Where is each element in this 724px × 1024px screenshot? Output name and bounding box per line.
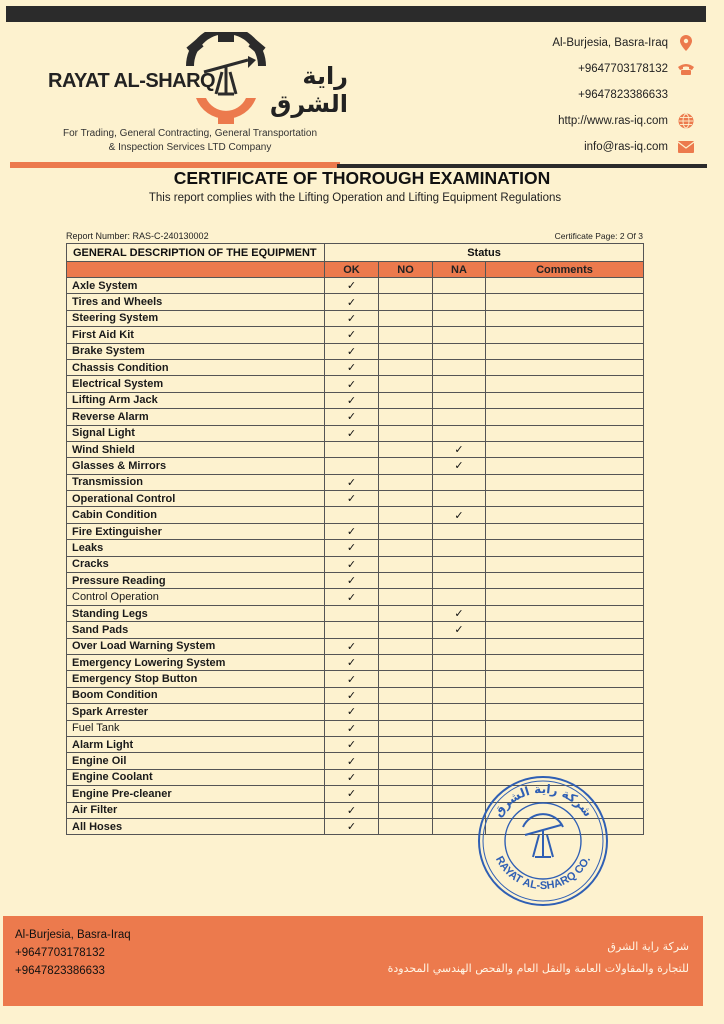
table-row [67, 540, 644, 556]
status-cell-na [433, 589, 486, 605]
table-row [67, 507, 644, 523]
checkmark-icon: ✓ [346, 575, 357, 588]
location-pin-icon [676, 35, 696, 51]
table-row [67, 753, 644, 769]
status-cell-no [379, 671, 433, 687]
col-header-comments: Comments [486, 262, 644, 278]
checkmark-icon: ✓ [346, 706, 357, 719]
status-cell-ok [325, 425, 379, 441]
status-cell-no [379, 376, 433, 392]
comments-cell [486, 556, 644, 572]
table-row [67, 671, 644, 687]
checkmark-icon: ✓ [346, 329, 357, 342]
contact-address [552, 30, 696, 56]
table-row [67, 327, 644, 343]
status-cell-na [433, 605, 486, 621]
status-cell-ok [325, 540, 379, 556]
checkmark-icon: ✓ [346, 673, 357, 686]
status-cell-ok [325, 671, 379, 687]
checkmark-icon: ✓ [346, 640, 357, 653]
status-cell-no [379, 720, 433, 736]
envelope-icon [676, 141, 696, 153]
equipment-item-name: Fire Extinguisher [67, 523, 325, 539]
table-row [67, 474, 644, 490]
email-link[interactable]: info@ras-iq.com [584, 141, 668, 153]
status-cell-ok [325, 327, 379, 343]
status-cell-ok [325, 474, 379, 490]
status-cell-ok [325, 736, 379, 752]
table-row [67, 605, 644, 621]
status-cell-no [379, 425, 433, 441]
blank-header-cell [67, 262, 325, 278]
checkmark-icon: ✓ [346, 689, 357, 702]
comments-cell [486, 458, 644, 474]
status-cell-ok [325, 310, 379, 326]
status-cell-ok [325, 409, 379, 425]
status-cell-no [379, 343, 433, 359]
status-cell-ok [325, 491, 379, 507]
contact-website [552, 108, 696, 134]
status-cell-ok [325, 359, 379, 375]
status-cell-no [379, 573, 433, 589]
checkmark-icon: ✓ [454, 509, 464, 522]
footer-company-arabic: شركة راية الشرق [607, 940, 689, 953]
checkmark-icon: ✓ [346, 755, 357, 768]
checkmark-icon: ✓ [346, 362, 357, 375]
equipment-item-name: Over Load Warning System [67, 638, 325, 654]
equipment-item-name: Cabin Condition [67, 507, 325, 523]
equipment-item-name: Pressure Reading [67, 573, 325, 589]
certificate-page: Certificate Page: 2 Of 3 [554, 231, 643, 241]
status-cell-ok [325, 343, 379, 359]
table-row [67, 376, 644, 392]
footer-description-arabic: للتجارة والمقاولات العامة والنقل العام والفحص الهندسي المحدودة [387, 962, 689, 975]
table-row [67, 294, 644, 310]
checkmark-icon: ✓ [346, 312, 357, 325]
comments-cell [486, 638, 644, 654]
equipment-item-name: Operational Control [67, 491, 325, 507]
checkmark-icon: ✓ [346, 296, 357, 309]
status-cell-na [433, 720, 486, 736]
comments-cell [486, 589, 644, 605]
checkmark-icon: ✓ [346, 394, 357, 407]
equipment-item-name: Transmission [67, 474, 325, 490]
status-cell-na [433, 573, 486, 589]
status-cell-no [379, 359, 433, 375]
status-cell-na [433, 523, 486, 539]
comments-cell [486, 491, 644, 507]
status-cell-no [379, 638, 433, 654]
status-cell-ok [325, 786, 379, 802]
company-tagline [30, 127, 350, 155]
comments-cell [486, 392, 644, 408]
checkmark-icon: ✓ [346, 526, 357, 539]
status-cell-ok [325, 458, 379, 474]
checkmark-icon: ✓ [346, 345, 357, 358]
tagline-line-1: For Trading, General Contracting, General Transportation [62, 128, 318, 139]
status-cell-no [379, 458, 433, 474]
equipment-item-name: First Aid Kit [67, 327, 325, 343]
equipment-item-name: Emergency Lowering System [67, 654, 325, 670]
stamp-ring-english: RAYAT AL-SHARQ CO. [492, 854, 594, 893]
equipment-item-name: Wind Shield [67, 441, 325, 457]
comments-cell [486, 441, 644, 457]
status-cell-ok [325, 441, 379, 457]
comments-cell [486, 474, 644, 490]
equipment-item-name: Air Filter [67, 802, 325, 818]
footer-bar [3, 916, 703, 1006]
status-cell-no [379, 687, 433, 703]
checkmark-icon: ✓ [454, 460, 464, 473]
status-cell-no [379, 409, 433, 425]
equipment-item-name: Boom Condition [67, 687, 325, 703]
status-cell-no [379, 769, 433, 785]
status-cell-no [379, 491, 433, 507]
table-row [67, 343, 644, 359]
status-cell-ok [325, 802, 379, 818]
equipment-item-name: Chassis Condition [67, 359, 325, 375]
equipment-item-name: Cracks [67, 556, 325, 572]
col-header-ok: OK [325, 262, 379, 278]
status-cell-ok [325, 687, 379, 703]
table-row [67, 704, 644, 720]
equipment-item-name: Sand Pads [67, 622, 325, 638]
column-header-row [67, 262, 644, 278]
table-row [67, 278, 644, 294]
comments-cell [486, 327, 644, 343]
comments-cell [486, 425, 644, 441]
status-cell-na [433, 294, 486, 310]
status-cell-no [379, 654, 433, 670]
checkmark-icon: ✓ [454, 444, 464, 457]
status-cell-na [433, 425, 486, 441]
status-cell-na [433, 376, 486, 392]
status-cell-na [433, 687, 486, 703]
checkmark-icon: ✓ [346, 821, 357, 834]
status-cell-no [379, 736, 433, 752]
status-cell-ok [325, 769, 379, 785]
comments-cell [486, 523, 644, 539]
checkmark-icon: ✓ [346, 542, 357, 555]
comments-cell [486, 310, 644, 326]
equipment-item-name: Axle System [67, 278, 325, 294]
comments-cell [486, 294, 644, 310]
status-cell-ok [325, 654, 379, 670]
footer-address: Al-Burjesia, Basra-Iraq [15, 929, 131, 941]
address-text: Al-Burjesia, Basra-Iraq [552, 37, 668, 49]
globe-icon [676, 113, 696, 129]
checkmark-icon: ✓ [346, 771, 357, 784]
checkmark-icon: ✓ [346, 558, 357, 571]
equipment-item-name: Signal Light [67, 425, 325, 441]
equipment-item-name: Reverse Alarm [67, 409, 325, 425]
table-row [67, 622, 644, 638]
table-row [67, 441, 644, 457]
brand-name-arabic: راية الشرق [269, 62, 348, 118]
status-cell-na [433, 474, 486, 490]
table-row [67, 589, 644, 605]
status-cell-na [433, 507, 486, 523]
status-cell-na [433, 654, 486, 670]
equipment-item-name: Engine Coolant [67, 769, 325, 785]
checkmark-icon: ✓ [346, 493, 357, 506]
comments-cell [486, 654, 644, 670]
certificate-subtitle: This report complies with the Lifting Operation and Lifting Equipment Regulations [148, 192, 562, 204]
status-cell-na [433, 441, 486, 457]
table-row [67, 458, 644, 474]
table-row [67, 556, 644, 572]
equipment-item-name: Control Operation [67, 589, 325, 605]
comments-cell [486, 540, 644, 556]
comments-cell [486, 671, 644, 687]
phone-2-text: +9647823386633 [578, 89, 668, 101]
equipment-item-name: Steering System [67, 310, 325, 326]
checkmark-icon: ✓ [346, 657, 357, 670]
status-cell-na [433, 458, 486, 474]
status-cell-na [433, 310, 486, 326]
table-row [67, 573, 644, 589]
checkmark-icon: ✓ [346, 378, 357, 391]
status-cell-na [433, 704, 486, 720]
status-cell-ok [325, 523, 379, 539]
status-cell-na [433, 638, 486, 654]
status-cell-no [379, 818, 433, 834]
status-cell-ok [325, 704, 379, 720]
table-row [67, 523, 644, 539]
table-row [67, 392, 644, 408]
status-cell-na [433, 540, 486, 556]
comments-cell [486, 704, 644, 720]
contact-phone-2 [552, 82, 696, 108]
status-cell-na [433, 491, 486, 507]
status-cell-na [433, 359, 486, 375]
table-row [67, 491, 644, 507]
status-cell-ok [325, 753, 379, 769]
checkmark-icon: ✓ [346, 591, 357, 604]
comments-cell [486, 687, 644, 703]
table-row [67, 736, 644, 752]
equipment-item-name: Fuel Tank [67, 720, 325, 736]
equipment-item-name: Electrical System [67, 376, 325, 392]
status-cell-no [379, 622, 433, 638]
stamp-ring-arabic: شركة راية الشرق [490, 781, 596, 820]
comments-cell [486, 720, 644, 736]
status-cell-na [433, 736, 486, 752]
status-cell-ok [325, 638, 379, 654]
comments-cell [486, 409, 644, 425]
comments-cell [486, 736, 644, 752]
general-description-header: GENERAL DESCRIPTION OF THE EQUIPMENT [67, 244, 325, 262]
comments-cell [486, 343, 644, 359]
table-row [67, 720, 644, 736]
status-cell-ok [325, 573, 379, 589]
status-cell-ok [325, 376, 379, 392]
comments-cell [486, 278, 644, 294]
checkmark-icon: ✓ [346, 411, 357, 424]
status-cell-ok [325, 818, 379, 834]
status-cell-ok [325, 605, 379, 621]
equipment-item-name: All Hoses [67, 818, 325, 834]
status-cell-no [379, 441, 433, 457]
status-header: Status [325, 244, 644, 262]
checkmark-icon: ✓ [346, 427, 357, 440]
status-cell-ok [325, 622, 379, 638]
tagline-line-2: & Inspection Services LTD Company [108, 142, 272, 153]
company-logo [38, 32, 348, 124]
telephone-icon [676, 63, 696, 75]
status-cell-no [379, 786, 433, 802]
equipment-item-name: Glasses & Mirrors [67, 458, 325, 474]
status-cell-no [379, 802, 433, 818]
equipment-item-name: Engine Oil [67, 753, 325, 769]
comments-cell [486, 622, 644, 638]
checkmark-icon: ✓ [454, 624, 464, 637]
top-dark-bar [6, 6, 706, 22]
checkmark-icon: ✓ [346, 739, 357, 752]
equipment-item-name: Standing Legs [67, 605, 325, 621]
status-cell-no [379, 556, 433, 572]
checkmark-icon: ✓ [346, 280, 357, 293]
table-row [67, 638, 644, 654]
status-cell-no [379, 507, 433, 523]
report-number: Report Number: RAS-C-240130002 [66, 231, 209, 241]
status-cell-na [433, 327, 486, 343]
status-cell-no [379, 704, 433, 720]
status-cell-ok [325, 589, 379, 605]
table-row [67, 654, 644, 670]
stamp-oil-pump-icon [523, 814, 563, 857]
footer-phone-2: +9647823386633 [15, 965, 105, 977]
footer-phone-1: +9647703178132 [15, 947, 105, 959]
checkmark-icon: ✓ [454, 608, 464, 620]
table-row [67, 687, 644, 703]
status-cell-na [433, 671, 486, 687]
contact-block [552, 30, 696, 160]
status-cell-na [433, 556, 486, 572]
certificate-title: CERTIFICATE OF THOROUGH EXAMINATION [173, 168, 551, 188]
contact-email [552, 134, 696, 160]
footer-arabic-block [388, 936, 689, 980]
col-header-no: NO [379, 262, 433, 278]
status-cell-na [433, 392, 486, 408]
status-cell-ok [325, 507, 379, 523]
equipment-item-name: Alarm Light [67, 736, 325, 752]
equipment-item-name: Leaks [67, 540, 325, 556]
col-header-na: NA [433, 262, 486, 278]
status-cell-na [433, 622, 486, 638]
table-header-row [67, 244, 644, 262]
status-cell-ok [325, 278, 379, 294]
status-cell-ok [325, 556, 379, 572]
equipment-item-name: Spark Arrester [67, 704, 325, 720]
company-stamp [475, 773, 611, 909]
status-cell-na [433, 278, 486, 294]
comments-cell [486, 376, 644, 392]
equipment-item-name: Brake System [67, 343, 325, 359]
checkmark-icon: ✓ [346, 476, 357, 489]
status-cell-no [379, 474, 433, 490]
table-row [67, 425, 644, 441]
footer-contacts [15, 926, 131, 980]
status-cell-no [379, 605, 433, 621]
brand-name-english: RAYAT AL-SHARQ [48, 70, 216, 92]
equipment-item-name: Tires and Wheels [67, 294, 325, 310]
status-cell-na [433, 343, 486, 359]
contact-phone-1 [552, 56, 696, 82]
website-link[interactable]: http://www.ras-iq.com [558, 115, 668, 127]
comments-cell [486, 753, 644, 769]
comments-cell [486, 605, 644, 621]
status-cell-no [379, 523, 433, 539]
checkmark-icon: ✓ [346, 804, 357, 817]
status-cell-na [433, 409, 486, 425]
comments-cell [486, 359, 644, 375]
equipment-item-name: Lifting Arm Jack [67, 392, 325, 408]
status-cell-na [433, 753, 486, 769]
checkmark-icon: ✓ [346, 788, 357, 801]
inspection-table [66, 243, 644, 835]
status-cell-no [379, 392, 433, 408]
checkmark-icon: ✓ [346, 722, 357, 735]
status-cell-no [379, 294, 433, 310]
status-cell-ok [325, 720, 379, 736]
status-cell-no [379, 589, 433, 605]
phone-1-text: +9647703178132 [578, 63, 668, 75]
table-row [67, 409, 644, 425]
equipment-item-name: Engine Pre-cleaner [67, 786, 325, 802]
status-cell-no [379, 327, 433, 343]
status-cell-no [379, 540, 433, 556]
table-row [67, 359, 644, 375]
comments-cell [486, 573, 644, 589]
status-cell-ok [325, 294, 379, 310]
status-cell-no [379, 753, 433, 769]
status-cell-no [379, 278, 433, 294]
comments-cell [486, 507, 644, 523]
status-cell-ok [325, 392, 379, 408]
table-row [67, 310, 644, 326]
equipment-item-name: Emergency Stop Button [67, 671, 325, 687]
status-cell-no [379, 310, 433, 326]
